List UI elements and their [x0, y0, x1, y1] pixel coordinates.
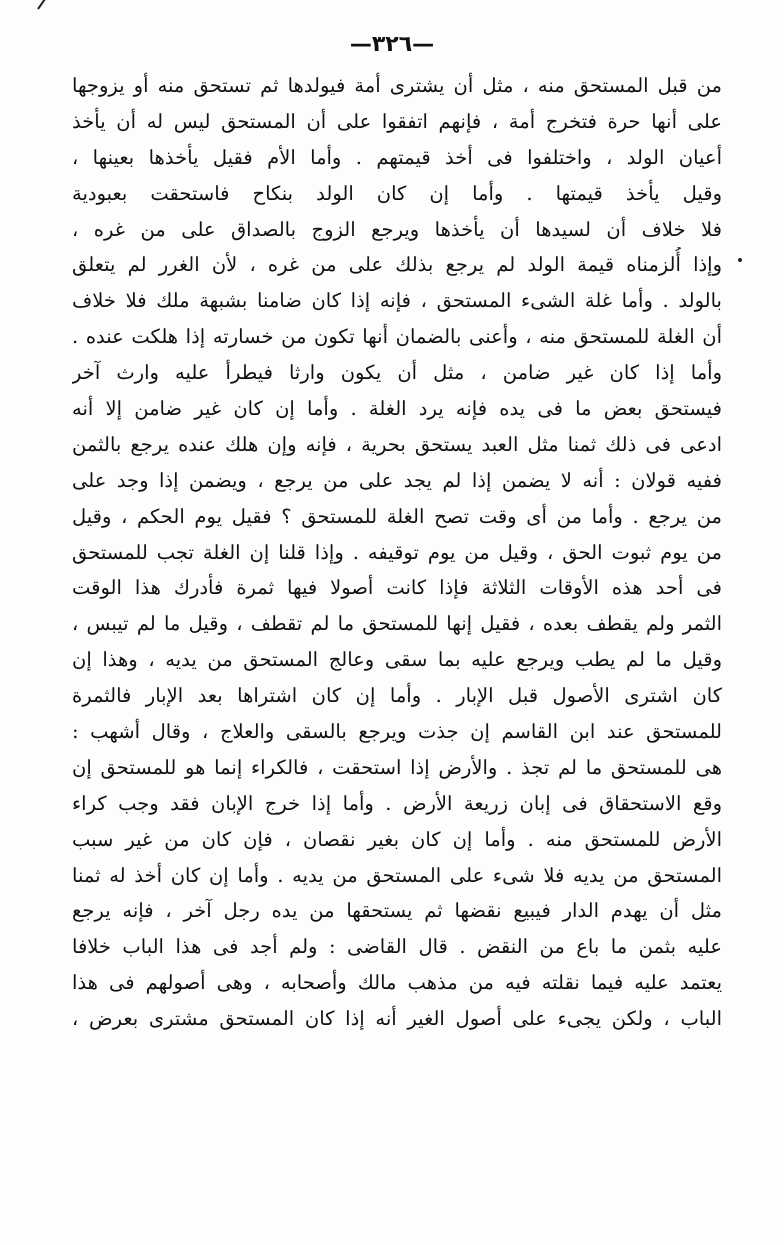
text-line: المستحق من يديه فلا شىء على المستحق من يديه . وأما إن كان أخذ له ثمنا	[72, 863, 722, 887]
text-line: الباب ، ولكن يجىء على أصول الغير أنه إذا كان المستحق مشترى بعرض ،	[72, 1007, 722, 1031]
text-line: فلا خلاف أن لسيدها أن يأخذها ويرجع الزوج بالصداق على من غره ،	[72, 217, 722, 241]
page-number: —٣٢٦—	[349, 32, 435, 57]
text-line: وإذا أُلزمناه قيمة الولد لم يرجع بذلك على من غره ، لأن الغرر لم يتعلق	[72, 253, 722, 277]
text-line: يعتمد عليه فيما نقلته فيه من مذهب مالك وأصحابه ، وهى أصولهم فى هذا	[72, 971, 722, 995]
text-line: أن الغلة للمستحق منه ، وأعنى بالضمان أنها تكون من خسارته إذا هلكت عنده .	[72, 325, 722, 349]
corner-pen-mark	[37, 0, 48, 10]
text-line: وقيل ما لم يطب ويرجع عليه بما سقى وعالج المستحق من يديه ، وهذا إن	[72, 648, 722, 672]
text-line: من يرجع . وأما من أى وقت تصح الغلة للمستحق ؟ فقيل يوم الحكم ، وقيل	[72, 504, 722, 528]
text-line: ففيه قولان : أنه لا يضمن إذا لم يجد على من يرجع ، ويضمن إذا وجد على	[72, 468, 722, 492]
text-line: كان اشترى الأصول قبل الإبار . وأما إن كان اشتراها بعد الإبار فالثمرة	[72, 684, 722, 708]
text-line: بالولد . وأما غلة الشىء المستحق ، فإنه إذا كان ضامنا بشبهة ملك فلا خلاف	[72, 289, 722, 313]
body-text	[72, 68, 722, 1037]
text-line: هى للمستحق ما لم تجذ . والأرض إذا استحقت ، فالكراء إنما هو للمستحق إن	[72, 755, 722, 779]
text-line: الأرض للمستحق منه . وأما إن كان بغير نقصان ، فإن كان من غير سبب	[72, 827, 722, 851]
text-line: وقع الاستحقاق فى إبان زريعة الأرض . وأما إذا خرج الإبان فقد وجب كراء	[72, 791, 722, 815]
text-line: عليه بثمن ما باع من النقض . قال القاضى : ولم أجد فى هذا الباب خلافا	[72, 935, 722, 959]
text-line: على أنها حرة فتخرج أمة ، فإنهم اتفقوا على أن المستحق ليس له أن يأخذ	[72, 109, 722, 133]
text-line: للمستحق عند ابن القاسم إن جذت ويرجع بالسقى والعلاج ، وقال أشهب :	[72, 720, 722, 744]
text-line: من قبل المستحق منه ، مثل أن يشترى أمة فيولدها ثم تستحق منه أو يزوجها	[72, 74, 722, 97]
text-line: مثل أن يهدم الدار فيبيع نقضها ثم يستحقها من يده رجل آخر ، فإنه يرجع	[72, 899, 722, 923]
text-line: من يوم ثبوت الحق ، وقيل من يوم توقيفه . وإذا قلنا إن الغلة تجب للمستحق	[72, 540, 722, 564]
text-line: أعيان الولد ، واختلفوا فى أخذ قيمتهم . وأما الأم فقيل يأخذها بعينها ،	[72, 145, 722, 169]
margin-dot	[738, 258, 742, 262]
text-line: فيستحق بعض ما فى يده فإنه يرد الغلة . وأما إن كان غير ضامن إلا أنه	[72, 397, 722, 421]
text-line: وقيل يأخذ قيمتها . وأما إن كان الولد بنكاح فاستحقت بعبودية	[72, 181, 722, 205]
text-line: ادعى فى ذلك ثمنا مثل العبد يستحق بحرية ، فإنه وإن هلك عنده يرجع بالثمن	[72, 432, 722, 456]
text-line: وأما إذا كان غير ضامن ، مثل أن يكون وارثا فيطرأ عليه وارث آخر	[72, 361, 722, 385]
text-line: الثمر ولم يقطف بعده ، فقيل إنها للمستحق ما لم تقطف ، وقيل ما لم تيبس ،	[72, 612, 722, 636]
text-line: فى أحد هذه الأوقات الثلاثة فإذا كانت أصولا فيها ثمرة فأدرك هذا الوقت	[72, 576, 722, 600]
